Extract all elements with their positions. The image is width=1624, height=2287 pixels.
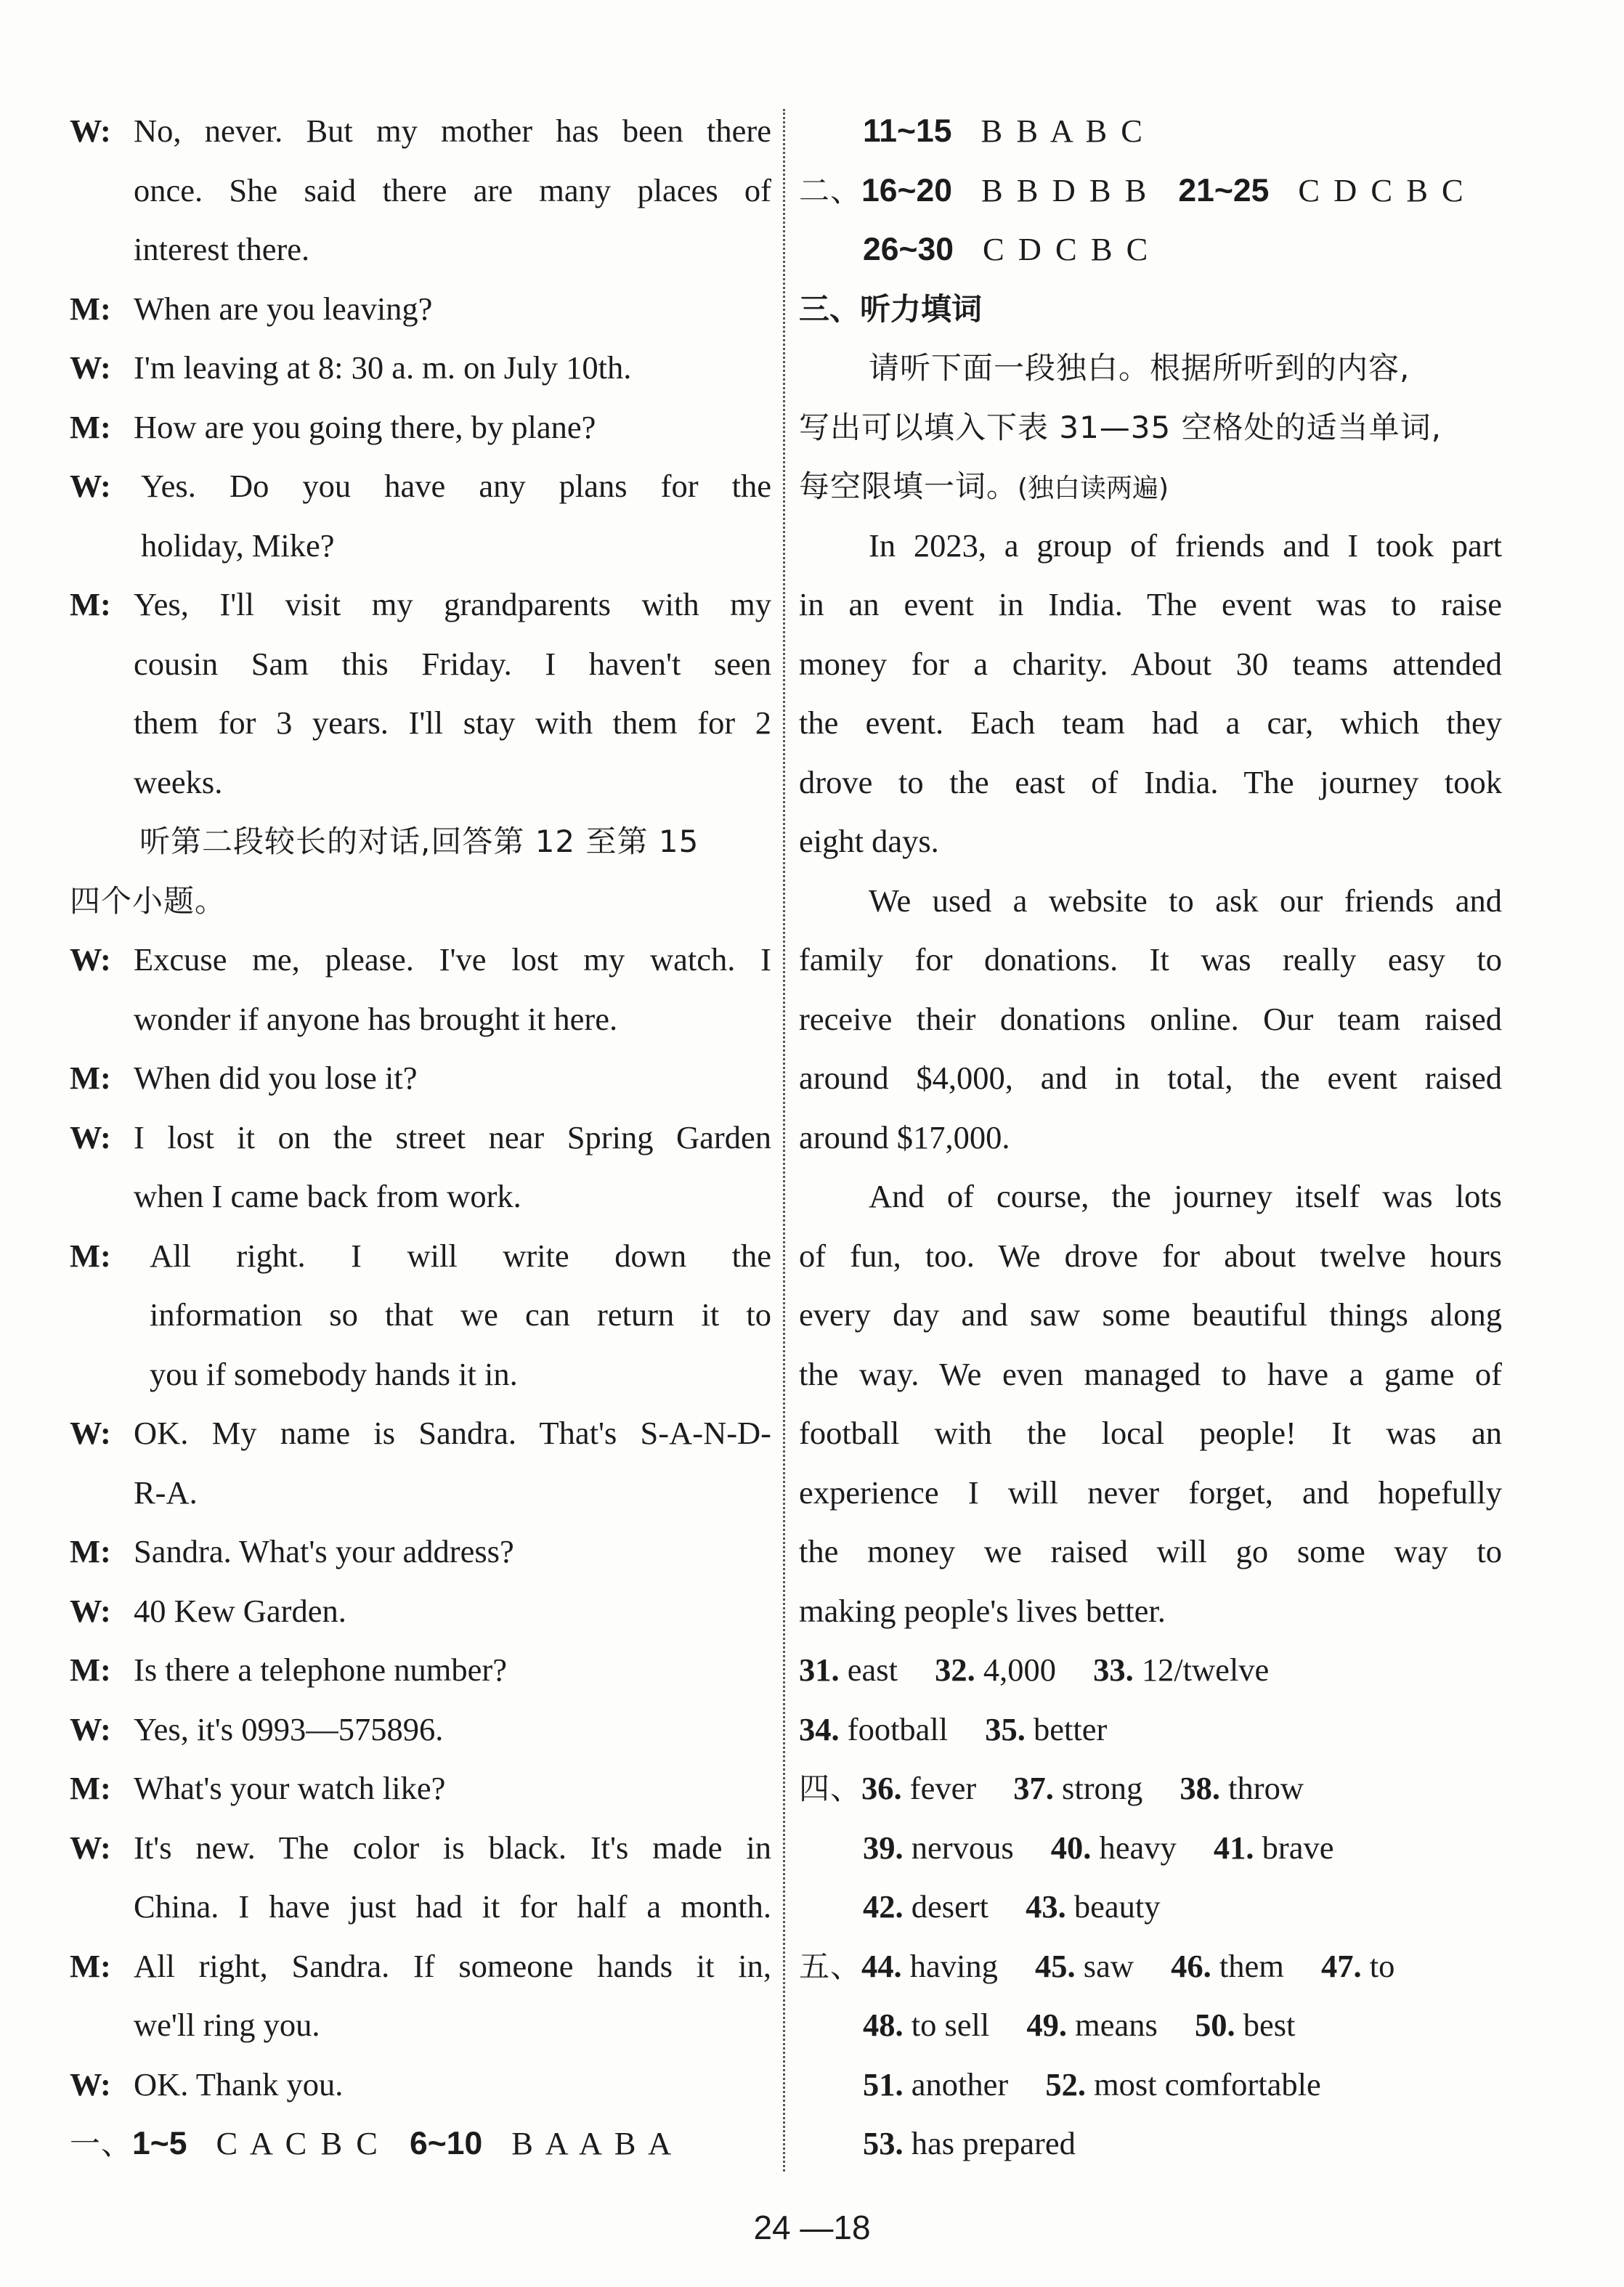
right-column [799, 102, 1502, 2174]
dialogue-line: M: What's your watch like? [70, 1770, 446, 1806]
answer-line: 二、16~20 B B D B B 21~25 C D C B C [799, 171, 1466, 208]
passage-line: around $4,000, and in total, the event raised [799, 1060, 1502, 1096]
column-divider [783, 109, 785, 2172]
dialogue-line: we'll ring you. [134, 2007, 320, 2043]
dialogue-line: M: All right. I will write down the [70, 1237, 771, 1274]
passage-line: receive their donations online. Our team raised [799, 1000, 1502, 1037]
dialogue-line: W: It's new. The color is black. It's made in [70, 1829, 771, 1866]
dialogue-line: M: When are you leaving? [70, 290, 433, 327]
answer-line: 四、36. fever 37. strong 38. throw [799, 1770, 1304, 1806]
instruction-line: 四个小题。 [70, 882, 227, 919]
passage-line: drove to the east of India. The journey took [799, 763, 1502, 800]
answer-line: 53. has prepared [863, 2125, 1076, 2161]
passage-line: the money we raised will go some way to [799, 1533, 1502, 1569]
instruction-line: 听第二段较长的对话,回答第 12 至第 15 [139, 824, 699, 859]
dialogue-line: W: Excuse me, please. I've lost my watch. I [70, 941, 771, 978]
passage-line: And of course, the journey itself was lots [869, 1178, 1502, 1214]
instruction-line: 请听下面一段独白。根据所听到的内容, [869, 350, 1410, 386]
dialogue-line: cousin Sam this Friday. I haven't seen [134, 645, 771, 682]
passage-line: football with the local people! It was an [799, 1415, 1502, 1451]
page-number: 24 —18 [753, 2209, 871, 2246]
answer-line: 48. to sell 49. means 50. best [863, 2007, 1296, 2043]
dialogue-line: M: All right, Sandra. If someone hands it in, [70, 1947, 771, 1984]
dialogue-line: when I came back from work. [134, 1178, 521, 1214]
answer-line: 31. east 32. 4,000 33. 12/twelve [799, 1652, 1270, 1688]
passage-line: making people's lives better. [799, 1592, 1166, 1629]
passage-line: of fun, too. We drove for about twelve hours [799, 1237, 1502, 1274]
passage-line: in an event in India. The event was to raise [799, 586, 1502, 622]
dialogue-line: China. I have just had it for half a month. [134, 1888, 771, 1925]
dialogue-line: holiday, Mike? [141, 527, 335, 564]
dialogue-line: information so that we can return it to [150, 1296, 771, 1333]
answer-line: 39. nervous 40. heavy 41. brave [863, 1829, 1334, 1866]
dialogue-line: W: OK. My name is Sandra. That's S-A-N-D- [70, 1415, 771, 1451]
passage-line: family for donations. It was really easy to [799, 941, 1502, 978]
dialogue-line: W: 40 Kew Garden. [70, 1592, 346, 1629]
section-heading: 三、听力填词 [799, 291, 983, 327]
dialogue-line: them for 3 years. I'll stay with them for 2 [134, 704, 771, 741]
instruction-line: 每空限填一词。(独白读两遍) [799, 468, 1169, 504]
answer-line: 42. desert 43. beauty [863, 1888, 1161, 1925]
dialogue-line: M: Sandra. What's your address? [70, 1533, 514, 1569]
dialogue-line: wonder if anyone has brought it here. [134, 1000, 618, 1037]
dialogue-line: you if somebody hands it in. [150, 1355, 518, 1392]
dialogue-line: interest there. [134, 231, 310, 267]
answer-line: 一、1~5 C A C B C 6~10 B A A B A [70, 2125, 675, 2161]
dialogue-line: W: Yes. Do you have any plans for the [70, 468, 771, 504]
dialogue-line: M: Is there a telephone number? [70, 1652, 507, 1688]
instruction-line: 写出可以填入下表 31—35 空格处的适当单词, [799, 409, 1442, 445]
passage-line: eight days. [799, 823, 939, 859]
answer-line: 34. football 35. better [799, 1710, 1108, 1747]
passage-line: every day and saw some beautiful things along [799, 1296, 1502, 1333]
passage-line: money for a charity. About 30 teams attended [799, 645, 1502, 682]
dialogue-line: once. She said there are many places of [134, 171, 771, 208]
answer-line: 五、44. having 45. saw 46. them 47. to [799, 1947, 1395, 1984]
dialogue-line: W: I'm leaving at 8: 30 a. m. on July 10th. [70, 349, 632, 386]
dialogue-line: R-A. [134, 1474, 198, 1511]
dialogue-line: weeks. [134, 763, 223, 800]
left-column [70, 102, 771, 2174]
passage-line: the event. Each team had a car, which they [799, 704, 1502, 741]
dialogue-line: M: When did you lose it? [70, 1060, 418, 1096]
dialogue-line: W: I lost it on the street near Spring Garden [70, 1118, 771, 1155]
answer-line: 11~15 B B A B C [863, 113, 1145, 149]
dialogue-line: W: OK. Thank you. [70, 2065, 344, 2103]
dialogue-line: W: Yes, it's 0993—575896. [70, 1710, 444, 1747]
dialogue-line: W: No, never. But my mother has been there [70, 113, 771, 149]
dialogue-line: M: Yes, I'll visit my grandparents with my [70, 586, 771, 622]
passage-line: experience I will never forget, and hopefully [799, 1474, 1502, 1511]
passage-line: We used a website to ask our friends and [869, 882, 1502, 919]
answer-line: 51. another 52. most comfortable [863, 2065, 1321, 2103]
passage-line: In 2023, a group of friends and I took part [869, 527, 1502, 564]
passage-line: around $17,000. [799, 1118, 1010, 1155]
answer-line: 26~30 C D C B C [863, 231, 1151, 267]
passage-line: the way. We even managed to have a game of [799, 1355, 1502, 1392]
dialogue-line: M: How are you going there, by plane? [70, 408, 596, 445]
